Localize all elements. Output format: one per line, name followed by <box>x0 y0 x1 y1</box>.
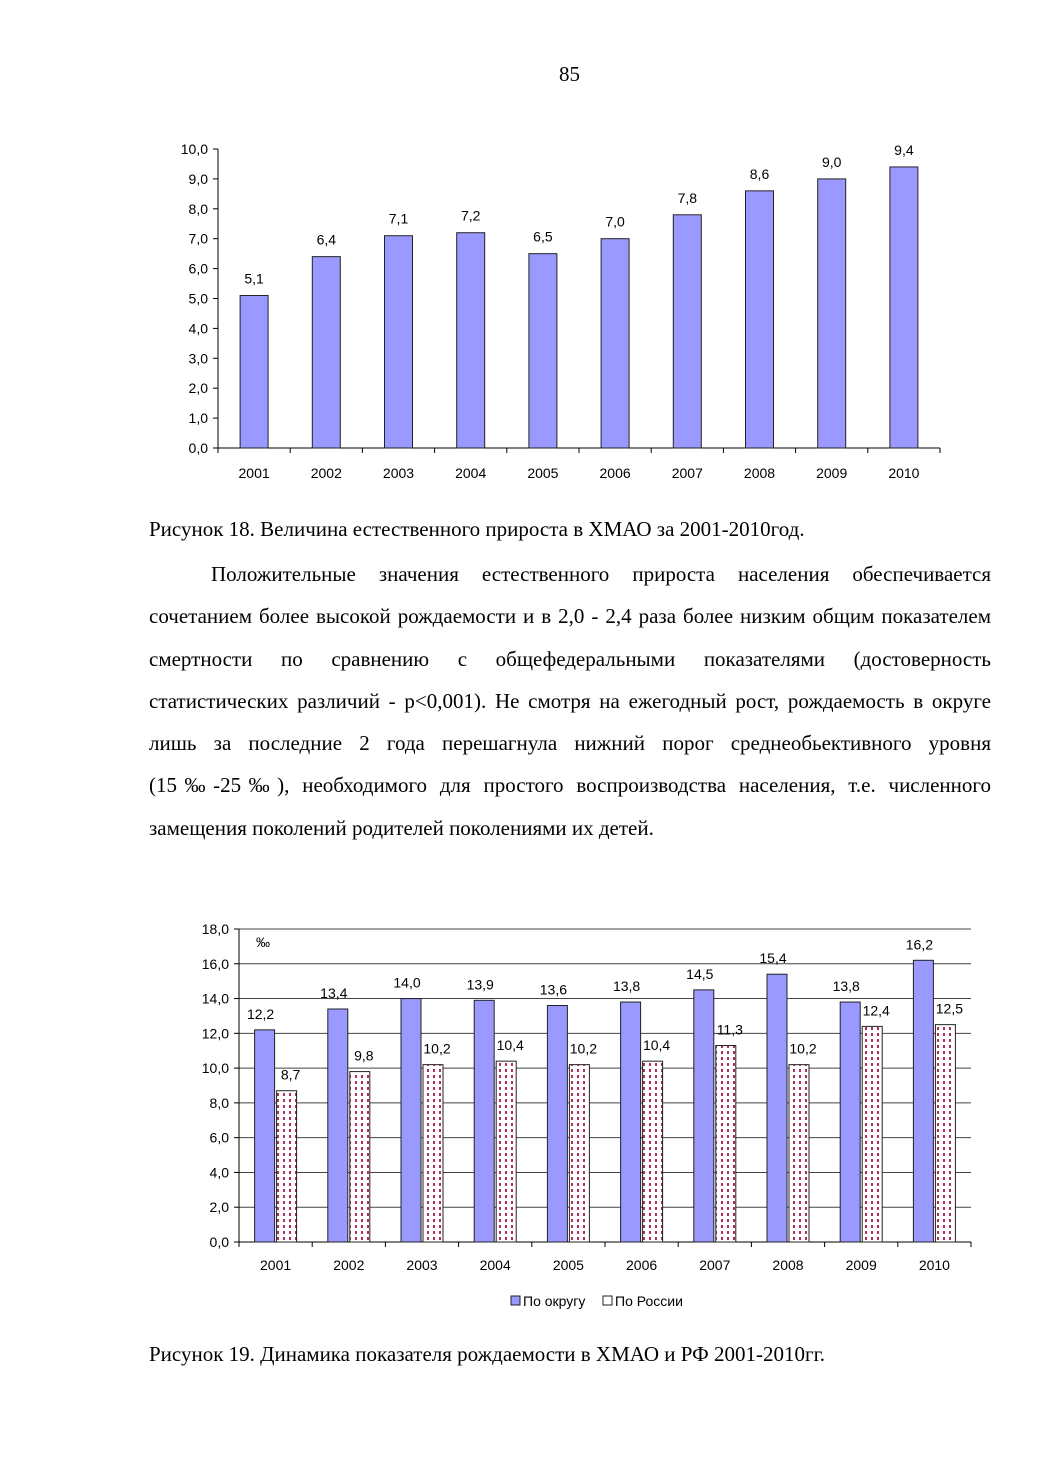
x-tick-label: 2002 <box>333 1257 365 1273</box>
bar-okrug-2010 <box>913 960 933 1242</box>
russia-value-label: 12,4 <box>862 1002 890 1019</box>
bar-value-label: 7,2 <box>460 207 481 224</box>
y-tick-label: 6,0 <box>188 260 208 277</box>
russia-value-label: 9,8 <box>354 1047 374 1064</box>
legend-label-russia: По России <box>615 1293 683 1309</box>
x-tick-label: 2007 <box>671 465 703 481</box>
x-tick-label: 2006 <box>626 1257 658 1273</box>
bar-value-label: 6,5 <box>533 228 553 245</box>
x-tick-label: 2010 <box>888 465 920 481</box>
bar-russia-2002 <box>350 1072 370 1242</box>
russia-value-label: 10,4 <box>642 1037 671 1054</box>
russia-value-label: 8,7 <box>280 1066 301 1083</box>
okrug-value-label: 13,8 <box>832 978 860 995</box>
legend-swatch-russia <box>603 1296 612 1305</box>
russia-value-label: 10,2 <box>569 1040 598 1057</box>
y-tick-label: 5,0 <box>188 290 208 307</box>
x-tick-label: 2003 <box>382 465 415 481</box>
bar-okrug-2004 <box>474 1000 494 1242</box>
x-tick-label: 2007 <box>699 1257 731 1273</box>
x-tick-label: 2006 <box>599 465 631 481</box>
y-tick-label: 6,0 <box>209 1129 229 1146</box>
figure-19-caption: Рисунок 19. Динамика показателя рождаемости в ХМАО и РФ 2001-2010гг. <box>149 1342 826 1366</box>
bar-value-label: 9,4 <box>894 141 914 158</box>
bar-value-label: 9,0 <box>821 153 842 170</box>
bar-russia-2008 <box>789 1065 809 1242</box>
y-tick-label: 18,0 <box>201 921 229 937</box>
bar-russia-2009 <box>862 1026 882 1242</box>
okrug-value-label: 13,6 <box>539 981 568 998</box>
y-tick-label: 10,0 <box>180 141 208 157</box>
russia-value-label: 10,4 <box>496 1037 524 1054</box>
x-tick-label: 2005 <box>527 465 559 481</box>
y-tick-label: 1,0 <box>188 410 208 427</box>
bar-russia-2004 <box>496 1061 516 1242</box>
bar-value-label: 7,0 <box>605 213 625 230</box>
bar-value-label: 5,1 <box>244 270 264 287</box>
bar-russia-2003 <box>423 1065 443 1242</box>
y-tick-label: 7,0 <box>188 230 208 247</box>
y-tick-label: 9,0 <box>188 170 208 187</box>
russia-value-label: 10,2 <box>789 1040 817 1057</box>
bar-okrug-2001 <box>255 1030 275 1242</box>
y-tick-label: 2,0 <box>209 1199 229 1216</box>
russia-value-label: 10,2 <box>423 1040 451 1057</box>
x-tick-label: 2009 <box>816 465 848 481</box>
y-tick-label: 4,0 <box>209 1164 229 1181</box>
figure-18-caption: Рисунок 18. Величина естественного прироста в ХМАО за 2001-2010год. <box>149 517 805 541</box>
bar-value-label: 7,8 <box>677 189 698 206</box>
x-tick-label: 2001 <box>238 465 270 481</box>
y-tick-label: 3,0 <box>188 350 208 367</box>
bar-okrug-2003 <box>401 999 421 1242</box>
legend-swatch-okrug <box>511 1296 520 1305</box>
y-tick-label: 14,0 <box>201 990 229 1007</box>
y-tick-label: 2,0 <box>188 380 208 397</box>
x-tick-label: 2001 <box>260 1257 292 1273</box>
bar-russia-2006 <box>643 1061 663 1242</box>
bar-okrug-2005 <box>547 1006 567 1242</box>
unit-label: ‰ <box>256 934 270 950</box>
russia-value-label: 11,3 <box>716 1021 743 1038</box>
okrug-value-label: 13,9 <box>466 976 494 993</box>
bar-okrug-2008 <box>767 974 787 1242</box>
y-tick-label: 8,0 <box>209 1094 229 1111</box>
okrug-value-label: 12,2 <box>246 1005 275 1022</box>
bar-russia-2005 <box>569 1065 589 1242</box>
y-tick-label: 10,0 <box>201 1060 229 1077</box>
russia-value-label: 12,5 <box>935 1000 964 1017</box>
x-tick-label: 2004 <box>455 465 487 481</box>
body-paragraph: Положительные значения естественного прироста населения обеспечивается сочетанием более высокой рождаемости и в 2,0 - 2,4 раза более низким общим показателем смертности по сравнению с общефедеральными показателями (достоверность статистических различий - p<0,001). Не смотря на ежегодный рост, рождаемость в округе лишь за последние 2 года перешагнула нижний порог среднеобьективного уровня (15‰-25‰), необходимого для простого воспроизводства населения, т.е. численного замещения поколений родителей поколениями их детей. <box>149 562 991 840</box>
bar-russia-2010 <box>935 1025 955 1242</box>
y-tick-label: 4,0 <box>188 320 208 337</box>
okrug-value-label: 16,2 <box>905 936 934 953</box>
y-tick-label: 0,0 <box>188 440 208 456</box>
okrug-value-label: 15,4 <box>759 950 787 967</box>
y-tick-label: 8,0 <box>188 200 208 217</box>
x-tick-label: 2004 <box>479 1257 511 1273</box>
x-tick-label: 2005 <box>552 1257 584 1273</box>
page-number: 85 <box>559 62 580 86</box>
okrug-value-label: 13,4 <box>320 984 348 1001</box>
bar-value-label: 6,4 <box>316 231 337 248</box>
bar-okrug-2007 <box>694 990 714 1242</box>
y-tick-label: 12,0 <box>201 1025 229 1042</box>
bar-russia-2001 <box>277 1091 297 1242</box>
y-tick-label: 16,0 <box>201 955 229 972</box>
x-tick-label: 2008 <box>743 465 776 481</box>
x-tick-label: 2009 <box>845 1257 877 1273</box>
bar-russia-2007 <box>716 1046 736 1242</box>
okrug-value-label: 13,8 <box>612 978 641 995</box>
y-tick-label: 0,0 <box>209 1234 229 1250</box>
bar-okrug-2002 <box>328 1009 348 1242</box>
okrug-value-label: 14,5 <box>686 965 714 982</box>
bar-value-label: 8,6 <box>749 165 770 182</box>
x-tick-label: 2008 <box>772 1257 804 1273</box>
legend-label-okrug: По округу <box>523 1293 586 1309</box>
bar-value-label: 7,1 <box>388 210 409 227</box>
x-tick-label: 2003 <box>406 1257 438 1273</box>
okrug-value-label: 14,0 <box>393 974 421 991</box>
bar-okrug-2006 <box>621 1002 641 1242</box>
x-tick-label: 2010 <box>918 1257 950 1273</box>
bar-okrug-2009 <box>840 1002 860 1242</box>
x-tick-label: 2002 <box>310 465 342 481</box>
